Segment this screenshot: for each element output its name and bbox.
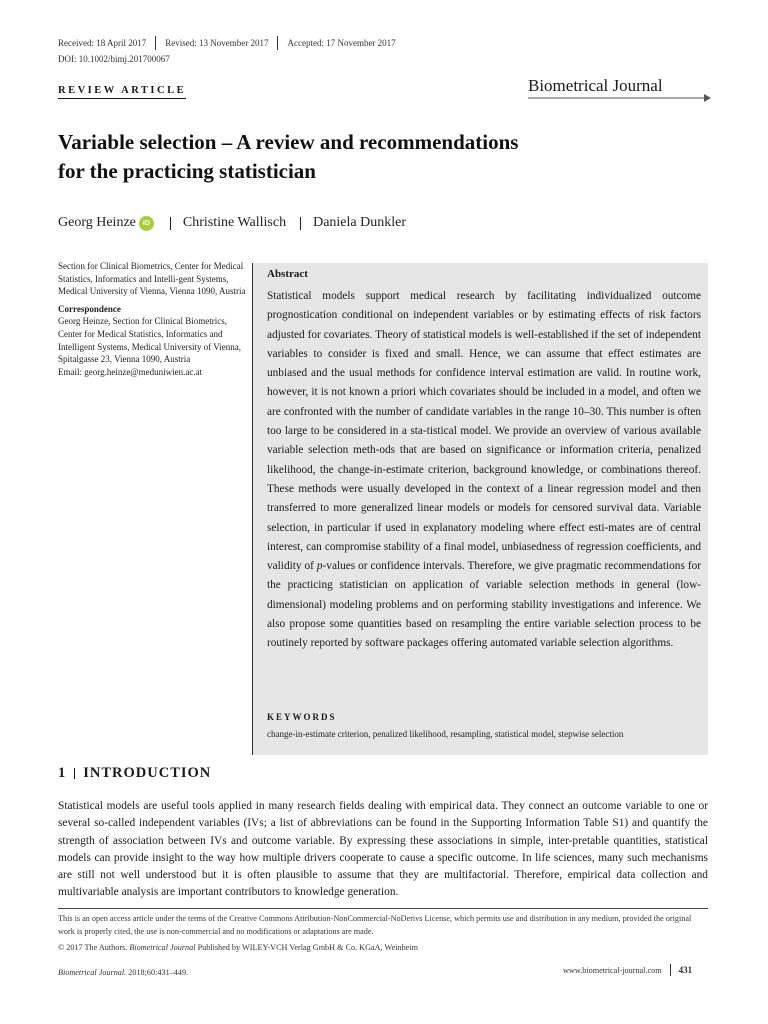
abstract-text-part: Statistical models support medical research by facilitating individualized outcome prognostication conditional on independent variables or by estimating effects of risk factors adjusted for covariates. Theory of statistical models is well-established if the set of independent variables to consider is fixed and small. Hence, we can assume that effect estimates are unbiased and the usual methods for confidence interval estimation are valid. In routine work, however, it is not known a priori which covariates should be included in a model, and often we are confronted with the number of candidate variables in the range 10–30. This number is often too large to be considered in a sta-tistical model. We provide an overview of various available variable selection meth-ods that are based on significance or information criteria, penalized likelihood, the change-in-estimate criterion, background knowledge, or combinations thereof. These methods were usually developed in the context of a linear regression model and then transferred to more generalized linear models or models for censored survival data. Variable selection, in particular if used in explanatory modeling where effect esti-mates are of central interest, can compromise stability of a final model, unbiasedness of regression coefficients, and validity of — [267, 290, 701, 573]
author-divider — [300, 217, 301, 230]
history-divider — [277, 36, 278, 50]
license-notice: This is an open access article under the terms of the Creative Commons Attribution-NonCommercial-NoDerivs License, which permits use and distribution in any medium, provided the original work is properly cited, the use is non-commercial and no modifications or adaptations are made. — [58, 914, 692, 936]
p-value-italic: p — [316, 560, 323, 573]
journal-arrow-icon — [528, 93, 712, 103]
section-heading — [58, 765, 211, 782]
abstract-box — [252, 263, 708, 755]
section-number: 1 — [58, 765, 67, 781]
footer-right — [563, 964, 692, 976]
author-divider — [170, 217, 171, 230]
footer-journal: Biometrical Journal. — [58, 968, 127, 977]
introduction-paragraph: Statistical models are useful tools applied in many research fields dealing with empirical data. They connect an outcome variable to one or several so-called independent variables (IVs; a list of abbreviations can be found in the Supporting Information Table S1) and quantify the strength of association between IVs and outcome variable. By expressing these associations in simple, inter-pretable quantities, statistical models can provide insight to the way how multiple drivers cooperate to cause a specific outcome. In life sciences, many such mechanisms are still not well understood but it is often plausible to assume that they are multifactorial. Therefore, empirical data collection and multivariable analysis are important contributors to knowledge generation. — [58, 800, 708, 899]
journal-url[interactable]: www.biometrical-journal.com — [563, 965, 662, 975]
correspondence-email[interactable]: Email: georg.heinze@meduniwien.ac.at — [58, 366, 203, 377]
affiliation-column — [58, 260, 248, 378]
footnote-rule — [58, 908, 708, 909]
article-history — [58, 36, 396, 50]
article-title — [58, 128, 658, 186]
accepted-date: Accepted: 17 November 2017 — [287, 38, 396, 48]
footer-divider — [670, 964, 671, 976]
abstract-text — [267, 287, 701, 654]
copyright-notice — [58, 943, 418, 952]
copyright-journal: Biometrical Journal — [129, 943, 196, 952]
keywords-heading: KEYWORDS — [267, 712, 337, 722]
correspondence-heading: Correspondence — [58, 303, 121, 314]
section-divider — [74, 768, 75, 779]
title-line-2: for the practicing statistician — [58, 159, 316, 183]
keywords-list: change-in-estimate criterion, penalized likelihood, resampling, statistical model, stepwise selection — [267, 729, 624, 739]
section-title: INTRODUCTION — [83, 765, 212, 781]
correspondence-address: Georg Heinze, Section for Clinical Biometrics, Center for Medical Statistics, Informatics and Intelligent Systems, Medical University of Vienna, Spitalgasse 23, Vienna 1090, Austria — [58, 316, 242, 365]
author-list — [58, 215, 406, 231]
journal-name: Biometrical Journal — [528, 76, 663, 95]
copyright-prefix: © 2017 The Authors. — [58, 943, 130, 952]
revised-date: Revised: 13 November 2017 — [165, 38, 269, 48]
received-date: Received: 18 April 2017 — [58, 38, 147, 48]
author-name[interactable]: Daniela Dunkler — [313, 215, 407, 230]
title-line-1: Variable selection – A review and recommendations — [58, 130, 519, 154]
footer-citation — [58, 968, 188, 977]
history-divider — [155, 36, 156, 50]
article-type-label: REVIEW ARTICLE — [58, 85, 186, 99]
author-name[interactable]: Christine Wallisch — [182, 215, 287, 230]
author-name[interactable]: Georg Heinze — [58, 215, 136, 230]
footer-volume: 2018;60:431–449. — [126, 968, 189, 977]
orcid-icon[interactable]: iD — [139, 216, 154, 231]
abstract-text-part: -values or confidence intervals. Therefore, we give pragmatic recommendations for the practicing statistician on application of variable selection methods in general (low-dimensional) modeling problems and on performing stability investigations and inference. We also propose some quantities based on resampling the entire variable selection process to be routinely reported by software packages offering automated variable selection algorithms. — [267, 560, 701, 650]
abstract-heading: Abstract — [267, 268, 308, 280]
doi[interactable]: DOI: 10.1002/bimj.201700067 — [58, 54, 170, 64]
affiliation: Section for Clinical Biometrics, Center for Medical Statistics, Informatics and Intelli-gent Systems, Medical University of Vienna, Vienna 1090, Austria — [58, 261, 246, 297]
journal-logo — [528, 76, 712, 106]
copyright-suffix: Published by WILEY-VCH Verlag GmbH & Co. KGaA, Weinheim — [195, 943, 418, 952]
page-number: 431 — [678, 965, 693, 975]
